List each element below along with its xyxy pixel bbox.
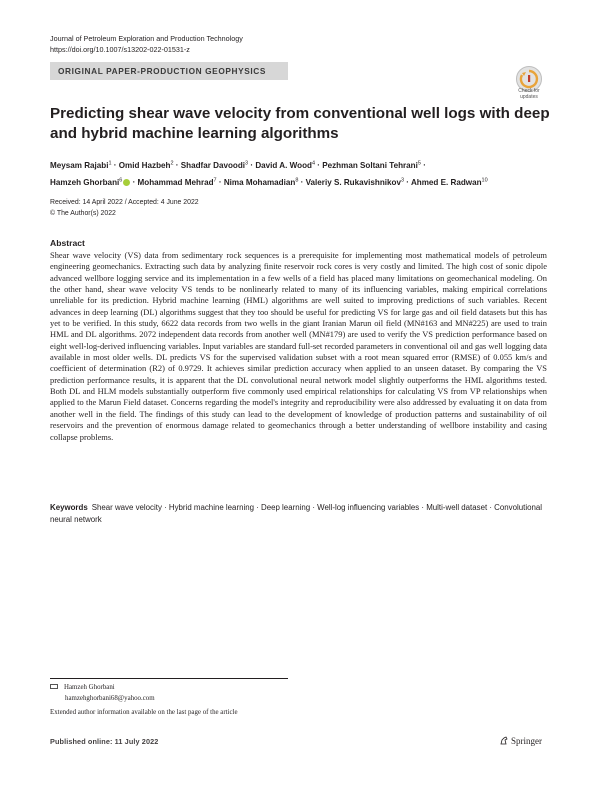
keywords bbox=[50, 502, 547, 526]
author[interactable]: Shadfar Davoodi$^3$ bbox=[180, 160, 249, 170]
orcid-icon[interactable] bbox=[123, 179, 130, 186]
extended-author-info: Extended author information available on the last page of the article bbox=[50, 709, 238, 716]
check-updates-line1: Check for bbox=[518, 88, 540, 94]
corresponding-author: Hamzeh Ghorbani bbox=[64, 684, 115, 691]
correspondence bbox=[50, 683, 155, 704]
keywords-label: Keywords bbox=[50, 503, 88, 512]
author[interactable]: Mohammad Mehrad$^7$ bbox=[137, 177, 217, 187]
section-banner bbox=[50, 62, 288, 80]
author[interactable]: Ahmed E. Radwan$^{10}$ bbox=[410, 177, 488, 187]
springer-horse-icon bbox=[500, 736, 508, 745]
check-for-updates-badge[interactable] bbox=[512, 66, 546, 100]
publisher-name: Springer bbox=[511, 736, 542, 746]
envelope-icon bbox=[50, 684, 58, 689]
section-banner-label: ORIGINAL PAPER-PRODUCTION GEOPHYSICS bbox=[58, 66, 266, 76]
abstract-heading: Abstract bbox=[50, 238, 85, 248]
author[interactable]: Meysam Rajabi$^1$ bbox=[50, 160, 112, 170]
corresponding-email[interactable]: hamzehghorbani68@yahoo.com bbox=[65, 694, 155, 702]
check-updates-line2: updates bbox=[520, 93, 538, 100]
article-dates bbox=[50, 198, 199, 219]
keywords-text: Shear wave velocity · Hybrid machine learning · Deep learning · Well-log influencing variables · Multi-well dataset · Convolutional neural network bbox=[50, 503, 542, 525]
author[interactable]: Nima Mohamadian$^8$ bbox=[223, 177, 299, 187]
published-online: Published online: 11 July 2022 bbox=[50, 737, 159, 746]
journal-doi-link[interactable]: https://doi.org/10.1007/s13202-022-01531-z bbox=[50, 45, 190, 54]
author[interactable]: Hamzeh Ghorbani$^6$ bbox=[50, 178, 130, 187]
article-title: Predicting shear wave velocity from conventional well logs with deep and hybrid machine learning algorithms bbox=[50, 105, 550, 142]
author[interactable]: Valeriy S. Rukavishnikov$^3$ bbox=[305, 177, 405, 187]
author[interactable]: Omid Hazbeh$^2$ bbox=[118, 160, 174, 170]
author[interactable]: Pezhman Soltani Tehrani$^5$ bbox=[322, 160, 421, 170]
author-list: Meysam Rajabi$^1$ · Omid Hazbeh$^2$ · Shadfar Davoodi$^3$ · David A. Wood$^4$ · Pezhman Soltani Tehrani$^5$ · Hamzeh Ghorbani$^6$ · Mohammad Mehrad$^7$ · Nima Mohamadian$^8$ · Valeriy S. Rukavishnikov$^3$ · Ahmed E. Radwan$^{10}$ bbox=[50, 160, 488, 187]
footnote-divider bbox=[50, 678, 288, 679]
journal-name: Journal of Petroleum Exploration and Production Technology bbox=[50, 34, 243, 43]
publisher-logo bbox=[500, 736, 542, 746]
journal-header bbox=[50, 33, 243, 55]
author[interactable]: David A. Wood$^4$ bbox=[255, 160, 316, 170]
received-accepted: Received: 14 April 2022 / Accepted: 4 June 2022 bbox=[50, 199, 199, 206]
copyright: © The Author(s) 2022 bbox=[50, 209, 116, 217]
abstract-body: Shear wave velocity (VS) data from sedimentary rock sequences is a prerequisite for implementing most mathematical models of petroleum engineering geomechanics. Extracting such data by analyzing finite reservoir rock cores is very costly and limited. The high cost of sonic dipole advanced wellbore logging service and its implementation in a few wells of a field has placed many limitations on geomechanical modeling. On the other hand, shear wave velocity VS tends to be nonlinearly related to many of its influencing variables, making empirical correlations unreliable for its prediction. Hybrid machine learning (HML) algorithms are well suited to improving predictions of such variables. Recent advances in deep learning (DL) algorithms suggest that they too should be useful for predicting VS for large gas and oil field datasets but this has yet to be verified. In this study, 6622 data records from two wells in the giant Iranian Marun oil field (MN#163 and MN#225) are used to train HML and DL algorithms. 2072 independent data records from another well (MN#179) are used to verify the VS prediction performance based on eight well-log-derived influencing variables. Input variables are standard full-set recorded parameters in conventional oil and gas well logging data available in most older wells. DL predicts VS for the supervised validation subset with a root mean squared error (RMSE) of 0.055 km/s and coefficient of determination (R2) of 0.9729. It achieves similar prediction accuracy when applied to an unseen dataset. By comparing the VS prediction performance results, it is apparent that the DL convolutional neural network model slightly outperforms the HML algorithms tested. Both DL and HLM models substantially outperform five commonly used empirical relationships for calculating VS from VP relationships when applied to the Marun Field dataset. Concerns regarding the model's integrity and reproducibility were also addressed by evaluating it on data from another well in the field. The findings of this study can lead to the development of knowledge of production patterns and sustainability of oil reservoirs and the prevention of enormous damage related to geomechanics through a better understanding of wellbore instability and casing collapse problems. bbox=[50, 250, 547, 442]
